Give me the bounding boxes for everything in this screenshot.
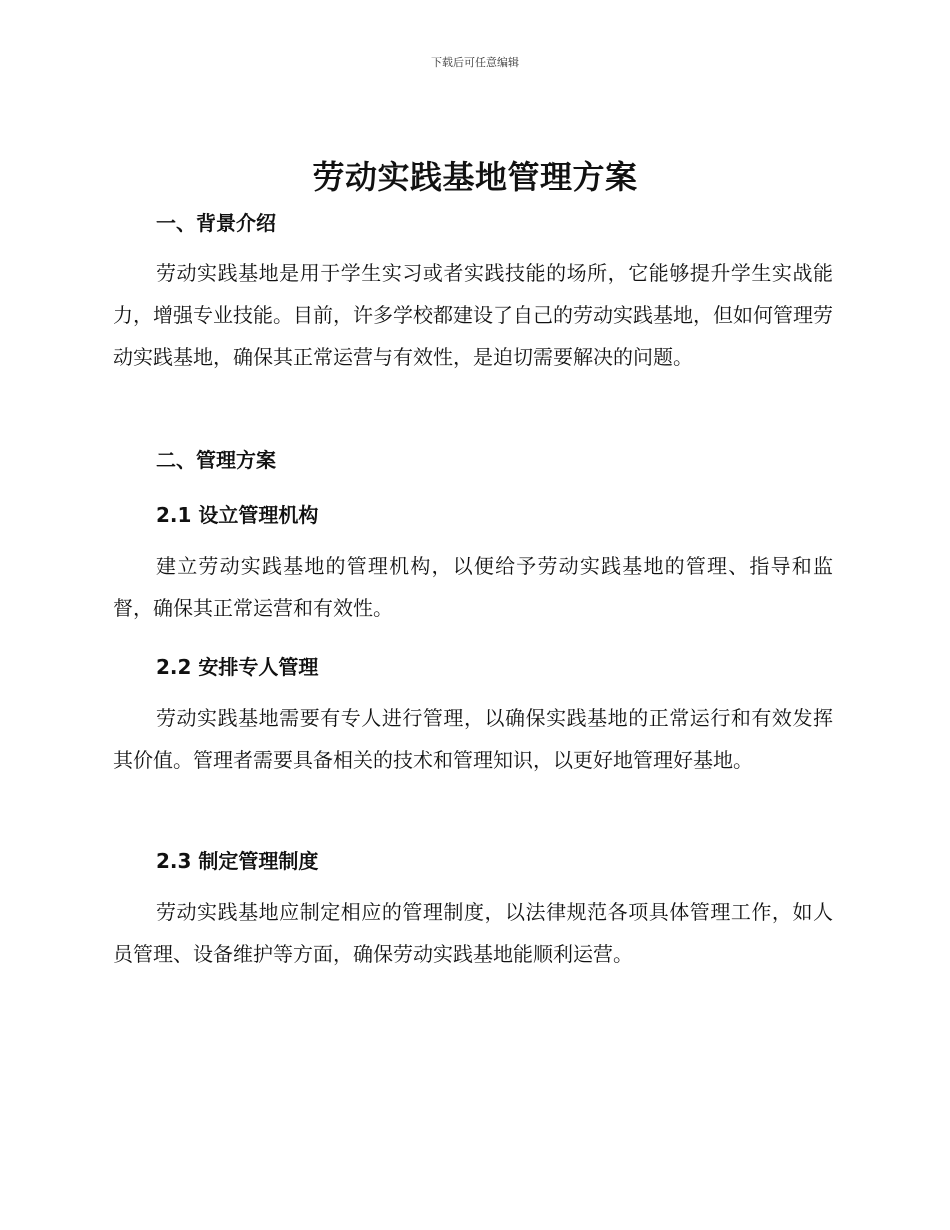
paragraph-2-3: 劳动实践基地应制定相应的管理制度，以法律规范各项具体管理工作，如人员管理、设备维护等方面，确保劳动实践基地能顺利运营。	[113, 900, 833, 966]
document-title: 劳动实践基地管理方案	[312, 158, 638, 196]
subsection-heading-2-1: 2.1 设立管理机构	[156, 503, 319, 527]
header-note: 下载后可任意编辑	[431, 56, 519, 69]
section-heading-background: 一、背景介绍	[156, 211, 276, 235]
section-heading-management-plan: 二、管理方案	[156, 448, 276, 472]
paragraph-2-2: 劳动实践基地需要有专人进行管理，以确保实践基地的正常运行和有效发挥其价值。管理者需要具备相关的技术和管理知识，以更好地管理好基地。	[113, 706, 833, 772]
paragraph-background: 劳动实践基地是用于学生实习或者实践技能的场所，它能够提升学生实战能力，增强专业技能。目前，许多学校都建设了自己的劳动实践基地，但如何管理劳动实践基地，确保其正常运营与有效性，是迫切需要解决的问题。	[113, 261, 833, 369]
subsection-heading-2-2: 2.2 安排专人管理	[156, 655, 319, 679]
subsection-heading-2-3: 2.3 制定管理制度	[156, 849, 319, 873]
paragraph-2-1: 建立劳动实践基地的管理机构，以便给予劳动实践基地的管理、指导和监督，确保其正常运营和有效性。	[113, 554, 833, 620]
